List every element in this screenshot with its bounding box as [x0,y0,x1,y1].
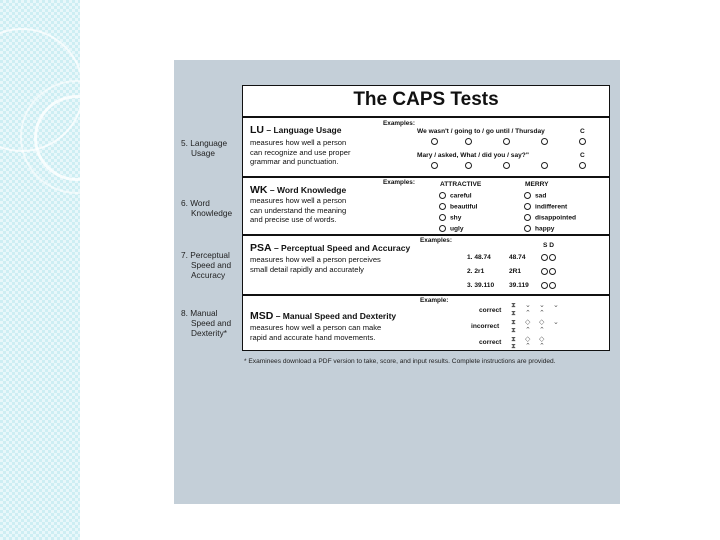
diamond-icon: ◇ [525,319,531,326]
left-label-manual-speed [181,308,231,339]
answer-bubble [541,254,548,261]
chevron-icon: ⌄ [539,302,545,309]
decorative-ring [34,95,120,181]
example-label: Example: [420,297,449,304]
desc-line: can recognize and use proper [250,147,351,157]
msd-row-label: incorrect [471,323,500,330]
caret-icon: ⌃ [525,327,531,334]
answer-bubble [524,203,531,210]
word-option [524,225,554,232]
answer-bubble [439,203,446,210]
examples-label: Examples: [383,120,415,127]
msd-row-label: correct [479,307,502,314]
caret-icon: ⌃ [525,310,531,317]
example-sentence: We wasn't / going to / go until / Thursday [417,128,545,135]
word-option [439,225,464,232]
psa-right-item: 39.119 [509,282,529,289]
word-option [524,192,546,199]
answer-bubble [431,162,438,169]
answer-bubble [549,268,556,275]
correct-option-label: C [580,152,585,159]
psa-left-item: 2. 2r1 [467,268,485,275]
answer-bubble [524,214,531,221]
caps-tests-figure [242,85,610,351]
left-label-line: Dexterity* [191,328,227,339]
word-option-label: indifferent [535,203,568,211]
answer-bubble [541,268,548,275]
left-label-language-usage [181,138,227,158]
correct-option-label: C [580,128,585,135]
hourglass-mark-icon: ⧗ [511,302,516,309]
answer-bubble [439,225,446,232]
answer-bubble [465,138,472,145]
hourglass-mark-icon: ⧗ [511,343,516,350]
section-language-usage [243,116,609,176]
section-abbr: LU [250,124,264,136]
word-option [439,214,461,221]
msd-row-label: correct [479,339,502,346]
desc-line: measures how well a person perceives [250,255,381,264]
word-option-label: beautiful [450,203,478,211]
psa-right-item: 48.74 [509,254,526,261]
section-abbr: WK [250,184,268,196]
section-name: – Word Knowledge [267,185,347,195]
desc-line: small detail rapidly and accurately [250,264,364,274]
hourglass-mark-icon: ⧗ [511,327,516,334]
answer-bubble [524,225,531,232]
caps-title: The CAPS Tests [353,89,499,110]
section-heading [250,184,346,196]
word-option-label: disappointed [535,214,577,222]
examples-label: Examples: [383,179,415,186]
section-heading [250,242,410,254]
section-name: – Manual Speed and Dexterity [273,311,397,321]
stimulus-word: MERRY [525,181,549,188]
stimulus-word: ATTRACTIVE [440,181,482,188]
word-option-label: careful [450,192,472,200]
answer-bubble [541,162,548,169]
section-name: – Perceptual Speed and Accuracy [271,243,411,253]
word-option-label: sad [535,192,547,200]
section-perceptual-speed [243,234,609,294]
caret-icon: ⌃ [539,310,545,317]
left-label-line: 8. Manual [181,308,218,318]
left-label-line: Accuracy [191,270,226,281]
desc-line: can understand the meaning [250,205,347,215]
section-description [250,255,420,274]
answer-bubble [465,162,472,169]
hourglass-mark-icon: ⧗ [511,310,516,317]
answer-bubble [503,162,510,169]
section-name: – Language Usage [264,125,342,135]
caret-icon: ⌃ [525,343,531,350]
word-option [439,203,477,210]
section-heading [250,310,396,322]
left-label-line: Knowledge [191,208,233,219]
desc-line: measures how well a person [250,196,347,205]
word-option [524,203,567,210]
word-option-label: happy [535,225,555,233]
left-label-line: 5. Language [181,138,228,148]
hourglass-mark-icon: ⧗ [511,319,516,326]
desc-line: measures how well a person [250,138,347,147]
section-word-knowledge [243,176,609,234]
word-option-label: shy [450,214,462,222]
section-abbr: PSA [250,242,272,254]
left-label-line: 7. Perceptual [181,250,230,260]
left-label-line: Speed and [191,260,232,271]
left-label-word-knowledge [181,198,232,218]
section-abbr: MSD [250,310,274,322]
answer-bubble [431,138,438,145]
answer-bubble [579,162,586,169]
answer-bubble [439,192,446,199]
word-option [524,214,576,221]
section-heading [250,124,341,136]
caret-icon: ⌃ [539,327,545,334]
answer-bubble [524,192,531,199]
left-label-line: 6. Word [181,198,210,208]
answer-bubble [579,138,586,145]
left-label-line: Speed and [191,318,232,329]
hourglass-mark-icon: ⧗ [511,336,516,343]
desc-line: rapid and accurate hand movements. [250,332,376,342]
answer-bubble [549,282,556,289]
chevron-icon: ⌄ [553,302,559,309]
chevron-icon: ⌄ [553,319,559,326]
example-sentence: Mary / asked, What / did you / say?" [417,152,529,159]
decorative-side-strip [0,0,80,540]
word-option-label: ugly [450,225,464,233]
caret-icon: ⌃ [539,343,545,350]
section-manual-speed [243,294,609,350]
examples-label: Examples: [420,237,452,244]
diamond-icon: ◇ [525,336,531,343]
desc-line: measures how well a person can make [250,323,382,332]
answer-bubble [541,138,548,145]
footnote: * Examinees download a PDF version to take, score, and input results. Complete instructions are provided. [244,358,556,365]
section-description [250,196,400,225]
diamond-icon: ◇ [539,319,545,326]
answer-bubble [549,254,556,261]
section-description [250,138,400,167]
diamond-icon: ◇ [539,336,545,343]
answer-bubble [541,282,548,289]
psa-right-item: 2R1 [509,268,522,275]
word-option [439,192,472,199]
psa-left-item: 3. 39.110 [467,282,495,289]
left-label-line: Usage [191,148,215,159]
left-label-perceptual-speed [181,250,231,281]
desc-line: and precise use of words. [250,215,337,225]
desc-line: grammar and punctuation. [250,157,339,167]
answer-bubble [439,214,446,221]
answer-bubble [503,138,510,145]
same-different-header: S D [543,242,554,249]
chevron-icon: ⌄ [525,302,531,309]
psa-left-item: 1. 48.74 [467,254,491,261]
section-description [250,323,430,342]
